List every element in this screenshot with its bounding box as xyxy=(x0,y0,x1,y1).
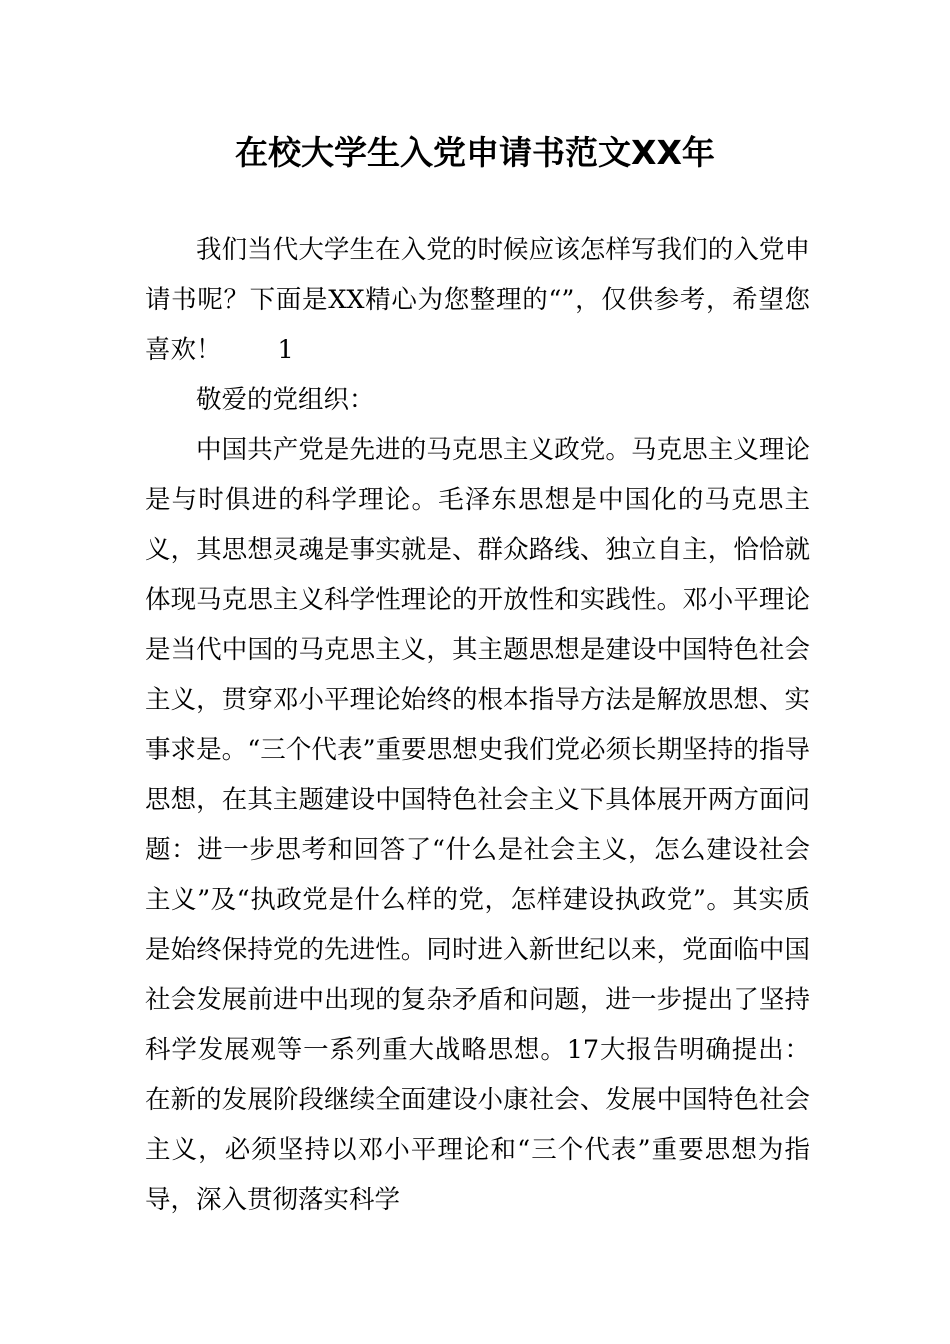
document-body xyxy=(145,225,810,1225)
intro-text: 我们当代大学生在入党的时候应该怎样写我们的入党申请书呢？下面是XX精心为您整理的“”，仅供参考，希望您喜欢！ xyxy=(145,235,810,365)
intro-paragraph xyxy=(145,225,810,375)
intro-note: 1 xyxy=(277,335,294,365)
body-paragraph: 中国共产党是先进的马克思主义政党。马克思主义理论是与时俱进的科学理论。毛泽东思想是中国化的马克思主义，其思想灵魂是事实就是、群众路线、独立自主，恰恰就体现马克思主义科学性理论的开放性和实践性。邓小平理论是当代中国的马克思主义，其主题思想是建设中国特色社会主义，贯穿邓小平理论始终的根本指导方法是解放思想、实事求是。“三个代表”重要思想史我们党必须长期坚持的指导思想，在其主题建设中国特色社会主义下具体展开两方面问题：进一步思考和回答了“什么是社会主义，怎么建设社会主义”及“执政党是什么样的党，怎样建设执政党”。其实质是始终保持党的先进性。同时进入新世纪以来，党面临中国社会发展前进中出现的复杂矛盾和问题，进一步提出了坚持科学发展观等一系列重大战略思想。17大报告明确提出：在新的发展阶段继续全面建设小康社会、发展中国特色社会主义，必须坚持以邓小平理论和“三个代表”重要思想为指导，深入贯彻落实科学 xyxy=(145,435,810,1215)
document-title: 在校大学生入党申请书范文XX年 xyxy=(235,133,715,172)
salutation: 敬爱的党组织： xyxy=(196,385,375,415)
